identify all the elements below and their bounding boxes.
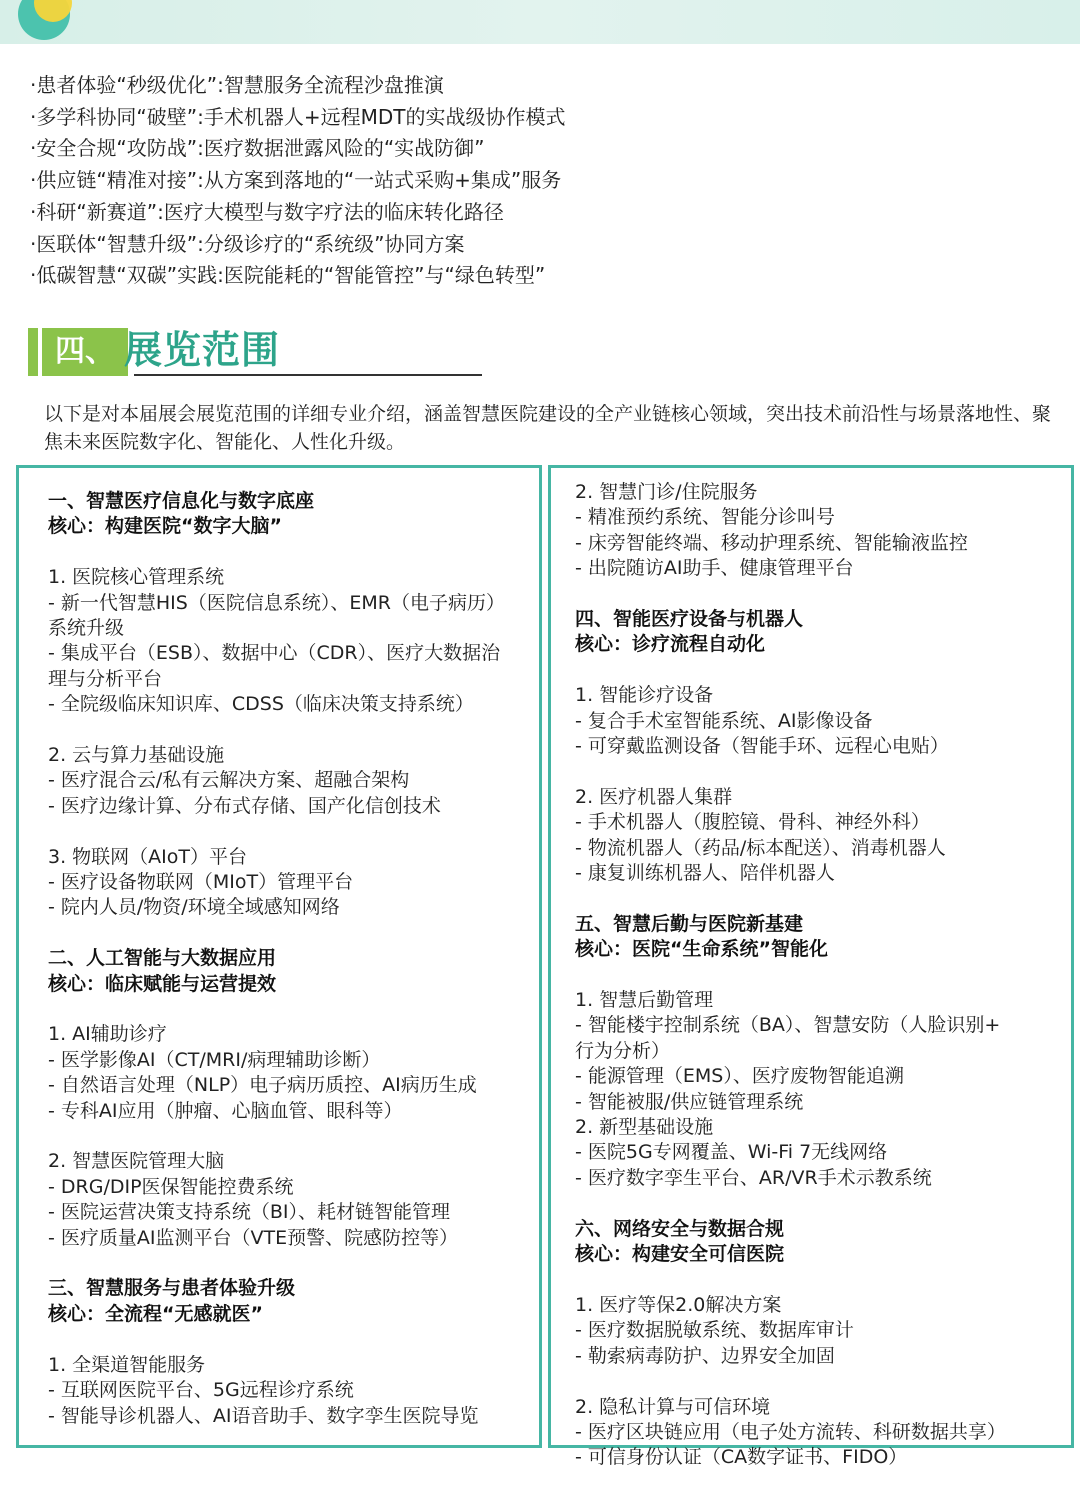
category-heading: 核心：构建安全可信医院 [575, 1243, 785, 1266]
subcategory-title: 2. 智慧门诊/住院服务 [575, 481, 758, 503]
scope-group [48, 946, 540, 997]
subcategory-title: 1. 医疗等保2.0解决方案 [575, 1293, 782, 1316]
scope-line: - 医院运营决策支持系统（BI）、耗材链智能管理 [48, 1201, 451, 1224]
section-underline [134, 374, 482, 376]
scope-line: - 精准预约系统、智能分诊叫号 [575, 506, 835, 529]
scope-group [575, 988, 1067, 1191]
category-heading: 核心：全流程“无感就医” [48, 1302, 263, 1325]
scope-line: 理与分析平台 [48, 667, 163, 690]
scope-line: - 智能导诊机器人、AI语音助手、数字孪生医院导览 [48, 1404, 479, 1427]
scope-line: 系统升级 [48, 617, 125, 640]
category-heading: 五、智慧后勤与医院新基建 [575, 912, 804, 935]
section-title: 展览范围 [124, 328, 281, 372]
subcategory-title: 2. 智慧医院管理大脑 [48, 1150, 225, 1173]
scope-line: 2. 新型基础设施 [575, 1116, 714, 1139]
bullet-item: ·低碳智慧“双碳”实践:医院能耗的“智能管控”与“绿色转型” [30, 263, 546, 288]
right-column-content [575, 480, 1067, 1496]
category-heading: 核心：临床赋能与运营提效 [48, 972, 277, 995]
subcategory-title: 2. 云与算力基础设施 [48, 744, 225, 767]
scope-group [48, 1276, 540, 1327]
scope-line: - 手术机器人（腹腔镜、骨科、神经外科） [575, 811, 930, 834]
bullet-item: ·安全合规“攻防战”:医疗数据泄露风险的“实战防御” [30, 136, 485, 161]
subcategory-title: 1. 智慧后勤管理 [575, 989, 714, 1012]
category-heading: 三、智慧服务与患者体验升级 [48, 1277, 296, 1300]
scope-group [48, 565, 540, 717]
scope-line: - 新一代智慧HIS（医院信息系统）、EMR（电子病历） [48, 591, 505, 614]
scope-group [48, 743, 540, 819]
scope-group [575, 1395, 1067, 1471]
category-heading: 核心：诊疗流程自动化 [575, 633, 766, 656]
scope-line: - 床旁智能终端、移动护理系统、智能输液监控 [575, 531, 968, 554]
scope-line: - 能源管理（EMS）、医疗废物智能追溯 [575, 1065, 904, 1088]
scope-line: - 集成平台（ESB）、数据中心（CDR）、医疗大数据治 [48, 642, 501, 665]
scope-line: - 全院级临床知识库、CDSS（临床决策支持系统） [48, 693, 474, 716]
scope-line: - 医疗数字孪生平台、AR/VR手术示教系统 [575, 1166, 932, 1189]
scope-line: - 医疗数据脱敏系统、数据库审计 [575, 1319, 854, 1342]
scope-group [48, 1149, 540, 1251]
scope-line: - 互联网医院平台、5G远程诊疗系统 [48, 1379, 354, 1402]
scope-group [575, 785, 1067, 887]
scope-line: - 自然语言处理（NLP）电子病历质控、AI病历生成 [48, 1074, 477, 1097]
scope-line: - 专科AI应用（肿瘤、心脑血管、眼科等） [48, 1099, 403, 1122]
subcategory-title: 1. AI辅助诊疗 [48, 1023, 167, 1046]
subcategory-title: 1. 医院核心管理系统 [48, 566, 225, 589]
scope-line: - 复合手术室智能系统、AI影像设备 [575, 709, 873, 732]
scope-line: - 医疗混合云/私有云解决方案、超融合架构 [48, 769, 410, 792]
scope-group [575, 912, 1067, 963]
scope-group [48, 489, 540, 540]
scope-group [48, 845, 540, 921]
highlight-bullet-list [30, 70, 1050, 292]
scope-line: - 医学影像AI（CT/MRI/病理辅助诊断） [48, 1048, 381, 1071]
scope-line: - 医疗区块链应用（电子处方流转、科研数据共享） [575, 1420, 1006, 1443]
section-intro: 以下是对本届展会展览范围的详细专业介绍，涵盖智慧医院建设的全产业链核心领域，突出技术前沿性与场景落地性、聚焦未来医院数字化、智能化、人性化升级。 [44, 403, 1052, 453]
scope-line: 行为分析） [575, 1039, 671, 1062]
subcategory-title: 3. 物联网（AIoT）平台 [48, 845, 247, 868]
scope-group [575, 607, 1067, 658]
scope-line: - 院内人员/物资/环境全域感知网络 [48, 896, 340, 919]
scope-line: - 医院5G专网覆盖、Wi-Fi 7无线网络 [575, 1141, 888, 1164]
category-heading: 六、网络安全与数据合规 [575, 1217, 785, 1240]
bullet-item: ·科研“新赛道”:医疗大模型与数字疗法的临床转化路径 [30, 199, 504, 224]
category-heading: 核心：医院“生命系统”智能化 [575, 938, 828, 961]
category-heading: 四、智能医疗设备与机器人 [575, 608, 804, 631]
subcategory-title: 1. 全渠道智能服务 [48, 1353, 206, 1376]
scope-line: - 医疗边缘计算、分布式存储、国产化信创技术 [48, 794, 441, 817]
scope-group [575, 683, 1067, 759]
section-heading [28, 326, 458, 378]
left-column-content [48, 489, 540, 1454]
scope-line: - 智能被服/供应链管理系统 [575, 1090, 804, 1113]
scope-group [48, 1022, 540, 1124]
scope-line: - 可穿戴监测设备（智能手环、远程心电贴） [575, 735, 949, 758]
scope-group [575, 1217, 1067, 1268]
bullet-item: ·患者体验“秒级优化”:智慧服务全流程沙盘推演 [30, 73, 444, 97]
subcategory-title: 2. 医疗机器人集群 [575, 785, 733, 808]
scope-line: - 医疗设备物联网（MIoT）管理平台 [48, 871, 354, 894]
scope-line: - 医疗质量AI监测平台（VTE预警、院感防控等） [48, 1226, 459, 1249]
category-heading: 核心：构建医院“数字大脑” [48, 515, 282, 538]
scope-line: - 智能楼宇控制系统（BA）、智慧安防（人脸识别+ [575, 1014, 1001, 1037]
section-accent-bar [28, 328, 38, 376]
scope-line: - 出院随访AI助手、健康管理平台 [575, 557, 854, 580]
section-number: 四、 [55, 334, 115, 369]
subcategory-title: 2. 隐私计算与可信环境 [575, 1395, 771, 1418]
scope-line: - 物流机器人（药品/标本配送）、消毒机器人 [575, 836, 946, 859]
category-heading: 二、人工智能与大数据应用 [48, 947, 277, 970]
scope-line: - 可信身份认证（CA数字证书、FIDO） [575, 1446, 908, 1469]
scope-group [48, 1353, 540, 1429]
scope-group [575, 480, 1067, 582]
scope-group [575, 1293, 1067, 1369]
bullet-item: ·医联体“智慧升级”:分级诊疗的“系统级”协同方案 [30, 231, 465, 256]
subcategory-title: 1. 智能诊疗设备 [575, 684, 714, 707]
scope-line: - DRG/DIP医保智能控费系统 [48, 1175, 294, 1198]
bullet-item: ·多学科协同“破壁”:手术机器人+远程MDT的实战级协作模式 [30, 104, 566, 129]
scope-line: - 勒索病毒防护、边界安全加固 [575, 1344, 835, 1367]
category-heading: 一、智慧医疗信息化与数字底座 [48, 490, 315, 512]
bullet-item: ·供应链“精准对接”:从方案到落地的“一站式采购+集成”服务 [30, 168, 562, 193]
top-banner [0, 0, 1080, 44]
scope-line: - 康复训练机器人、陪伴机器人 [575, 862, 835, 885]
